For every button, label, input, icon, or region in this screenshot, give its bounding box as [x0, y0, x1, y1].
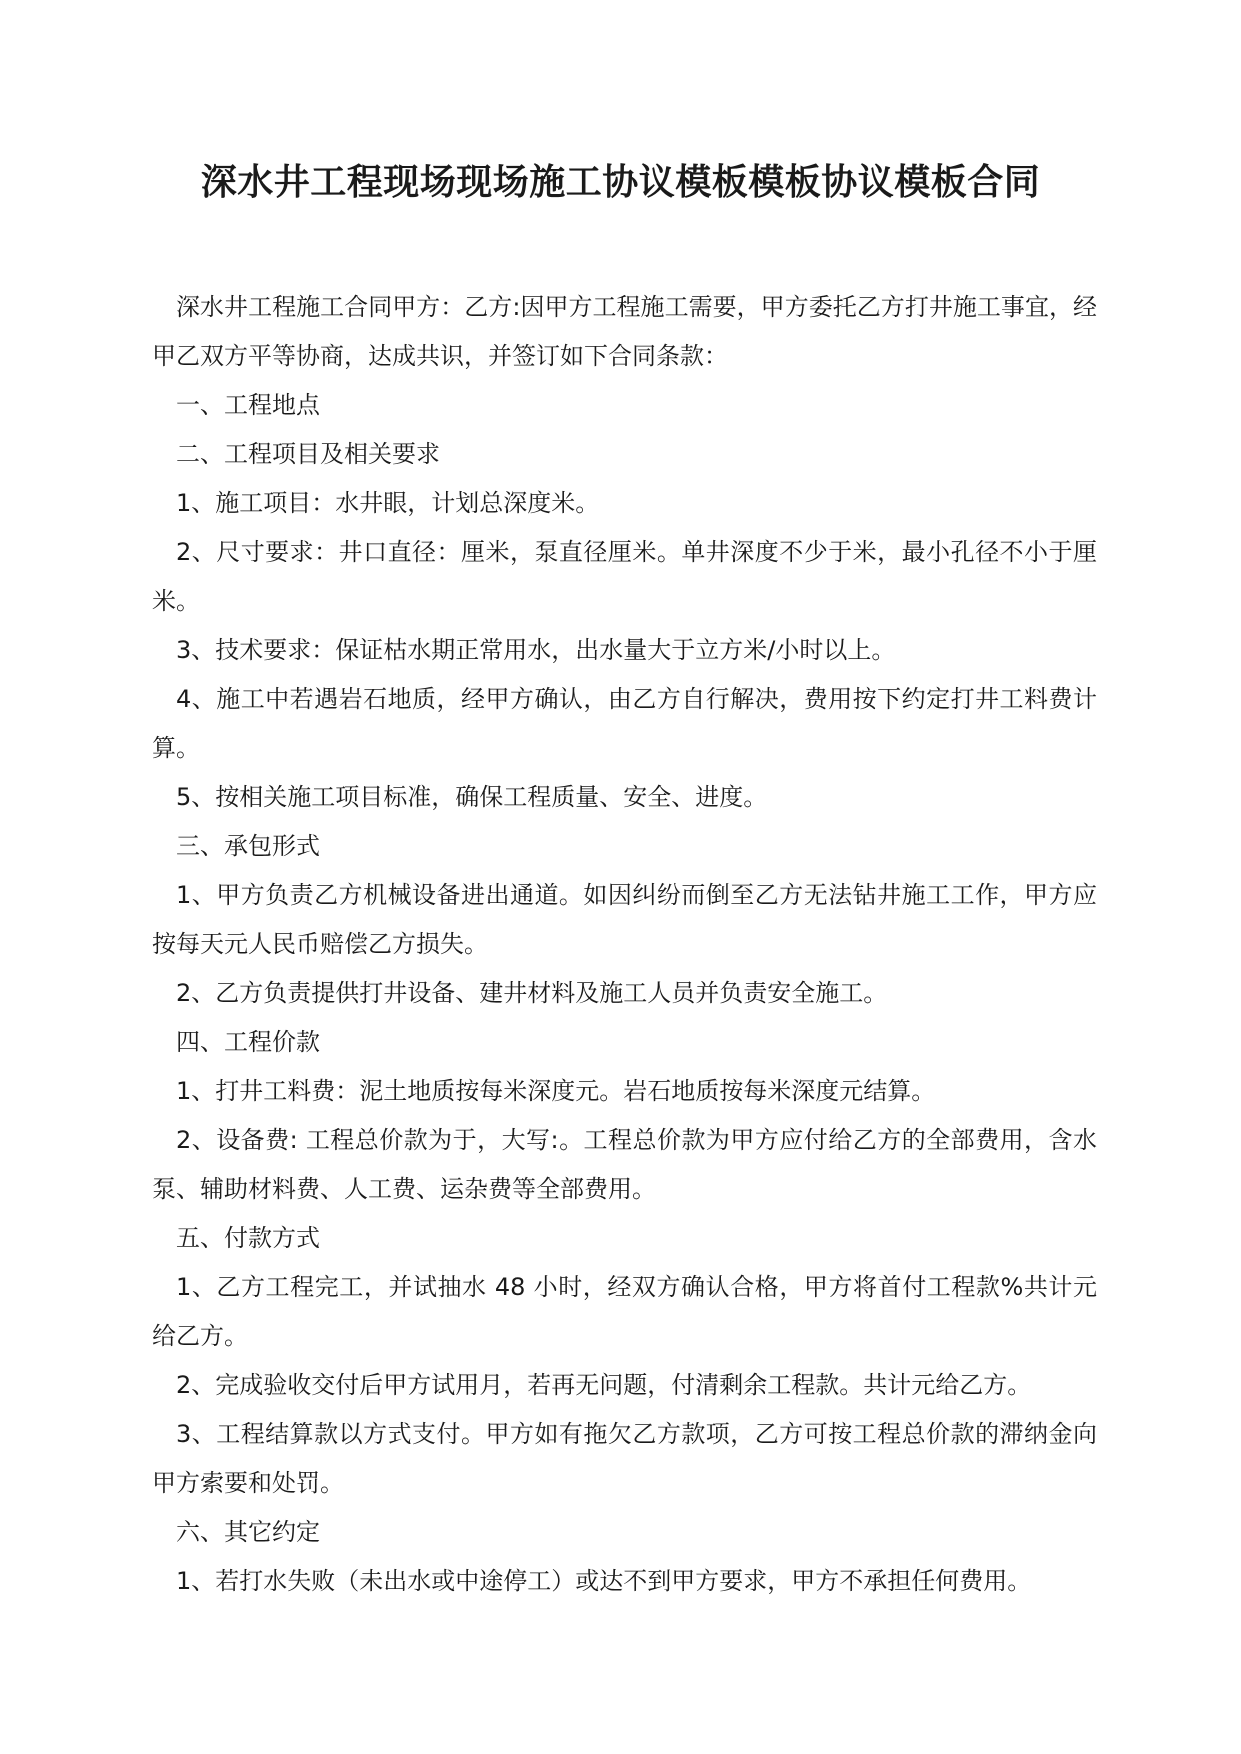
section-heading-location: 一、工程地点: [176, 391, 320, 419]
clause-party-b-equipment: 2、乙方负责提供打井设备、建井材料及施工人员并负责安全施工。: [176, 979, 888, 1007]
clause-drilling-fee: 1、打井工料费：泥土地质按每米深度元。岩石地质按每米深度元结算。: [176, 1077, 936, 1105]
intro-paragraph: 深水井工程施工合同甲方：乙方:因甲方工程施工需要，甲方委托乙方打井施工事宜，经甲乙双方平等协商，达成共识，并签订如下合同条款：: [152, 293, 1097, 370]
clause-technical-requirement: 3、技术要求：保证枯水期正常用水，出水量大于立方米/小时以上。: [176, 636, 896, 664]
clause-first-payment: 1、乙方工程完工，并试抽水 48 小时，经双方确认合格，甲方将首付工程款%共计元给乙方。: [152, 1273, 1097, 1350]
section-heading-other: 六、其它约定: [176, 1518, 320, 1546]
clause-settlement: 3、工程结算款以方式支付。甲方如有拖欠乙方款项，乙方可按工程总价款的滞纳金向甲方索要和处罚。: [152, 1420, 1097, 1497]
clause-final-payment: 2、完成验收交付后甲方试用月，若再无问题，付清剩余工程款。共计元给乙方。: [176, 1371, 1032, 1399]
clause-failure: 1、若打水失败（未出水或中途停工）或达不到甲方要求，甲方不承担任何费用。: [176, 1567, 1032, 1595]
section-heading-project: 二、工程项目及相关要求: [176, 440, 440, 468]
clause-quality-standard: 5、按相关施工项目标准，确保工程质量、安全、进度。: [176, 783, 768, 811]
clause-project-item: 1、施工项目：水井眼，计划总深度米。: [176, 489, 600, 517]
section-heading-contract-form: 三、承包形式: [176, 832, 320, 860]
clause-equipment-fee: 2、设备费: 工程总价款为于，大写:。工程总价款为甲方应付给乙方的全部费用，含水泵、辅助材料费、人工费、运杂费等全部费用。: [152, 1126, 1097, 1203]
clause-size-requirement: 2、尺寸要求：井口直径：厘米，泵直径厘米。单井深度不少于米，最小孔径不小于厘米。: [152, 538, 1097, 615]
section-heading-payment: 五、付款方式: [176, 1224, 320, 1252]
document-title: 深水井工程现场现场施工协议模板模板协议模板合同: [200, 162, 1041, 203]
document-body: [152, 283, 1097, 1606]
clause-party-a-access: 1、甲方负责乙方机械设备进出通道。如因纠纷而倒至乙方无法钻井施工工作，甲方应按每天元人民币赔偿乙方损失。: [152, 881, 1097, 958]
section-heading-price: 四、工程价款: [176, 1028, 320, 1056]
clause-rock-geology: 4、施工中若遇岩石地质，经甲方确认，由乙方自行解决，费用按下约定打井工料费计算。: [152, 685, 1097, 762]
